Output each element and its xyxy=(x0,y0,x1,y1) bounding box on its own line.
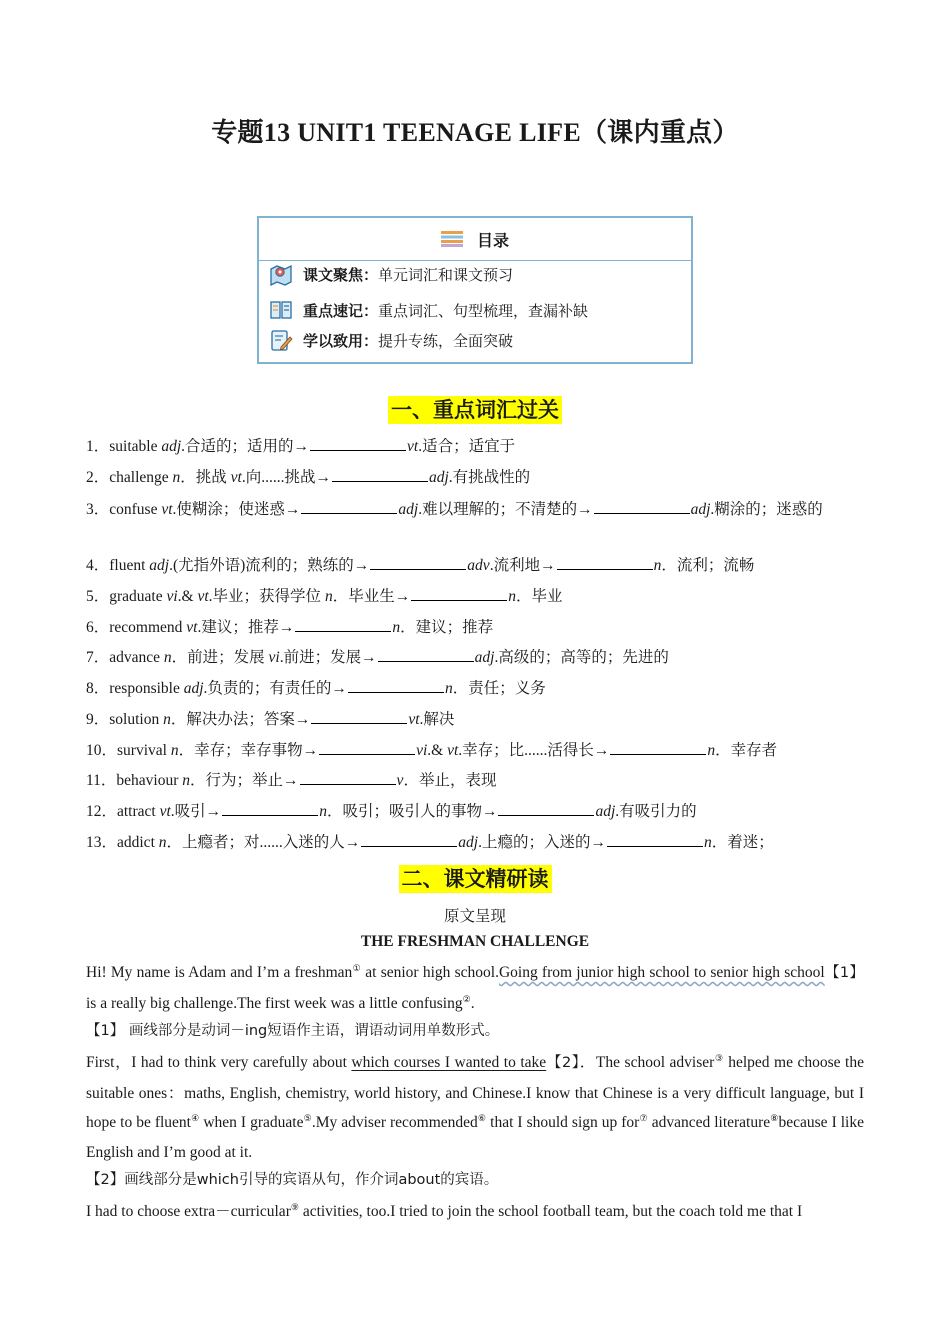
part-of-speech: adj xyxy=(398,501,419,519)
vocab-text: .建议；推荐→ xyxy=(197,618,295,636)
part-of-speech: vt xyxy=(408,710,420,728)
vocab-list xyxy=(86,434,876,860)
vocab-text: .(尤指外语)流利的；熟练的→ xyxy=(169,557,370,575)
part-of-speech: n xyxy=(163,710,171,728)
vocab-text: .& xyxy=(177,588,198,606)
text-title: THE FRESHMAN CHALLENGE xyxy=(360,933,590,950)
vocab-text: .糊涂的；迷惑的 xyxy=(710,501,823,519)
vocab-text: 4．fluent xyxy=(86,557,150,575)
vocab-text: ．幸存者 xyxy=(715,741,778,759)
part-of-speech: n xyxy=(653,557,662,575)
section-heading-vocab: 一、重点词汇过关 xyxy=(0,394,950,424)
vocab-text: .上瘾的；入迷的→ xyxy=(478,833,606,851)
part-of-speech: adj xyxy=(474,649,495,667)
vocab-text: 7．advance xyxy=(86,649,164,667)
vocab-text: .向......挑战→ xyxy=(241,468,331,486)
answer-blank[interactable] xyxy=(332,467,428,482)
answer-blank[interactable] xyxy=(319,740,415,755)
part-of-speech: adj xyxy=(161,438,182,455)
part-of-speech: adj xyxy=(149,557,170,575)
answer-blank[interactable] xyxy=(378,647,474,662)
vocab-text: .适合；适宜于 xyxy=(418,438,516,455)
vocab-item xyxy=(86,465,876,496)
part-of-speech: adj xyxy=(690,501,711,519)
part-of-speech: adj xyxy=(595,802,616,820)
part-of-speech: adj xyxy=(183,680,204,698)
note-marker: 【1】 xyxy=(824,965,864,981)
vocab-item xyxy=(86,615,876,646)
part-of-speech: n xyxy=(324,588,333,606)
vocab-text: .负责的；有责任的→ xyxy=(203,680,347,698)
answer-blank[interactable] xyxy=(361,832,457,847)
part-of-speech: vt xyxy=(407,438,419,455)
part-of-speech: v xyxy=(396,772,404,790)
vocab-item xyxy=(86,707,876,738)
answer-blank[interactable] xyxy=(498,801,594,816)
note-1: 【1】 画线部分是动词－ing短语作主语，谓语动词用单数形式。 xyxy=(86,1023,500,1039)
map-pin-icon xyxy=(269,262,293,286)
vocab-text: 6．recommend xyxy=(86,618,187,636)
table-of-contents xyxy=(257,216,693,364)
vocab-text: ．挑战 xyxy=(180,468,231,486)
part-of-speech: n xyxy=(163,649,172,667)
vocab-text: ．前进；发展 xyxy=(171,649,269,667)
vocab-item xyxy=(86,676,876,707)
vocab-item xyxy=(86,799,876,830)
part-of-speech: vt xyxy=(159,802,171,820)
vocab-text: 8．responsible xyxy=(86,680,184,698)
toc-label: 重点速记： xyxy=(303,301,379,320)
vocab-text: ．上瘾者；对......入迷的人→ xyxy=(166,833,361,851)
underlined-clause: which courses I wanted to take xyxy=(351,1054,547,1071)
part-of-speech: vt xyxy=(161,501,173,519)
vocab-text: ．责任；义务 xyxy=(452,680,546,698)
part-of-speech: n xyxy=(703,833,712,851)
answer-blank[interactable] xyxy=(311,709,407,724)
vocab-text: .难以理解的；不清楚的→ xyxy=(418,501,593,519)
vocab-item xyxy=(86,495,876,553)
part-of-speech: n xyxy=(158,833,167,851)
part-of-speech: vt xyxy=(230,468,242,486)
vocab-text: .前进；发展→ xyxy=(279,649,377,667)
underlined-phrase: Going from junior high school to senior high school xyxy=(498,964,825,981)
part-of-speech: adj xyxy=(458,833,479,851)
vocab-text: 3．confuse xyxy=(86,501,162,519)
part-of-speech: n xyxy=(319,802,327,820)
vocab-text: 2．challenge xyxy=(86,468,173,486)
part-of-speech: vt xyxy=(447,741,459,759)
vocab-item xyxy=(86,738,876,769)
answer-blank[interactable] xyxy=(607,832,703,847)
vocab-text: .吸引→ xyxy=(170,802,222,820)
paragraph-2: First，I had to think very carefully about which courses I wanted to take【2】．The school adviser③ helped me choose the suitable ones：maths, English, chemistry, world history, and Chinese.I know that Chinese is a very difficult language, but I hope to be fluent④ when I graduate⑤.My adviser recommended⑥ that I should sign up for⑦ advanced literature⑧because I like English and I’m good at it. xyxy=(86,1052,864,1161)
text-heading: 原文呈现 xyxy=(443,907,506,925)
vocab-text: ．建议；推荐 xyxy=(400,618,494,636)
answer-blank[interactable] xyxy=(222,801,318,816)
toc-header xyxy=(259,218,691,261)
vocab-item xyxy=(86,434,876,465)
answer-blank[interactable] xyxy=(594,499,690,514)
edit-icon xyxy=(269,328,293,352)
toc-item-notes xyxy=(269,298,588,322)
answer-blank[interactable] xyxy=(370,555,466,570)
toc-label: 学以致用： xyxy=(303,331,379,350)
vocab-text: ．行为；举止→ xyxy=(190,772,299,790)
vocab-text: ．解决办法；答案→ xyxy=(170,710,311,728)
vocab-item xyxy=(86,768,876,799)
toc-text: 单元词汇和课文预习 xyxy=(378,265,514,284)
note-marker: 【2】 xyxy=(546,1055,580,1071)
toc-item-practice xyxy=(269,328,513,352)
vocab-text: ．着迷； xyxy=(711,833,774,851)
vocab-item xyxy=(86,584,876,615)
page-title: 专题13 UNIT1 TEENAGE LIFE（课内重点） xyxy=(211,118,739,147)
book-icon xyxy=(269,298,293,322)
part-of-speech: n xyxy=(182,772,191,790)
vocab-text: 5．graduate xyxy=(86,588,167,606)
part-of-speech: adj xyxy=(428,468,449,486)
answer-blank[interactable] xyxy=(610,740,706,755)
vocab-text: ．吸引；吸引人的事物→ xyxy=(326,802,498,820)
toc-heading: 目录 xyxy=(476,230,509,250)
answer-blank[interactable] xyxy=(300,770,396,785)
vocab-item xyxy=(86,645,876,676)
part-of-speech: n xyxy=(508,588,516,606)
list-icon xyxy=(441,231,463,247)
toc-text: 提升专练，全面突破 xyxy=(378,331,514,350)
answer-blank[interactable] xyxy=(295,617,391,632)
toc-text: 重点词汇、句型梳理，查漏补缺 xyxy=(378,301,589,320)
vocab-text: 10．survival xyxy=(86,741,171,759)
paragraph-1: Hi! My name is Adam and I’m a freshman① at senior high school.Going from junior high school to senior high school【1】 is a really big challenge.The first week was a little confusing②. xyxy=(86,962,864,1012)
toc-label: 课文聚焦： xyxy=(303,265,379,284)
note-2: 【2】画线部分是which引导的宾语从句，作介词about的宾语。 xyxy=(86,1172,499,1188)
vocab-item xyxy=(86,553,876,584)
vocab-text: .使糊涂；使迷惑→ xyxy=(172,501,301,519)
part-of-speech: n xyxy=(392,618,401,636)
part-of-speech: adv xyxy=(467,557,490,575)
part-of-speech: n xyxy=(707,741,716,759)
answer-blank[interactable] xyxy=(348,678,444,693)
vocab-item xyxy=(86,830,876,861)
vocab-text: 11．behaviour xyxy=(86,772,183,790)
part-of-speech: vi xyxy=(268,649,280,667)
answer-blank[interactable] xyxy=(310,436,406,451)
vocab-text: ．举止，表现 xyxy=(403,772,497,790)
vocab-text: .解决 xyxy=(419,710,455,728)
toc-item-focus xyxy=(269,262,513,286)
vocab-text: .有挑战性的 xyxy=(448,468,531,486)
vocab-text: ．毕业 xyxy=(515,588,563,606)
part-of-speech: vi xyxy=(166,588,178,606)
part-of-speech: n xyxy=(172,468,181,486)
vocab-text: .& xyxy=(427,741,448,759)
vocab-text: .合适的；适用的→ xyxy=(181,438,310,455)
answer-blank[interactable] xyxy=(557,555,653,570)
vocab-text: 12．attract xyxy=(86,802,160,820)
vocab-text: .高级的；高等的；先进的 xyxy=(494,649,669,667)
vocab-text: .幸存；比......活得长→ xyxy=(458,741,610,759)
paragraph-3: I had to choose extra－curricular⑨ activities, too.I tried to join the school football team, but the coach told me that I xyxy=(86,1201,803,1220)
part-of-speech: n xyxy=(444,680,453,698)
vocab-text: ．毕业生→ xyxy=(332,588,411,606)
vocab-text: .流利地→ xyxy=(489,557,556,575)
vocab-text: 9．solution xyxy=(86,710,164,728)
part-of-speech: vt xyxy=(197,588,209,606)
vocab-text: 1．suitable xyxy=(86,438,162,455)
part-of-speech: vt xyxy=(186,618,198,636)
part-of-speech: n xyxy=(170,741,179,759)
vocab-text: ．幸存；幸存事物→ xyxy=(178,741,319,759)
answer-blank[interactable] xyxy=(411,586,507,601)
part-of-speech: vi xyxy=(416,741,428,759)
vocab-text: .毕业；获得学位 xyxy=(208,588,325,606)
answer-blank[interactable] xyxy=(301,499,397,514)
vocab-text: .有吸引力的 xyxy=(615,802,697,820)
vocab-text: 13．addict xyxy=(86,833,159,851)
vocab-text: ．流利；流畅 xyxy=(661,557,755,575)
section-heading-reading: 二、课文精研读 xyxy=(0,863,950,893)
